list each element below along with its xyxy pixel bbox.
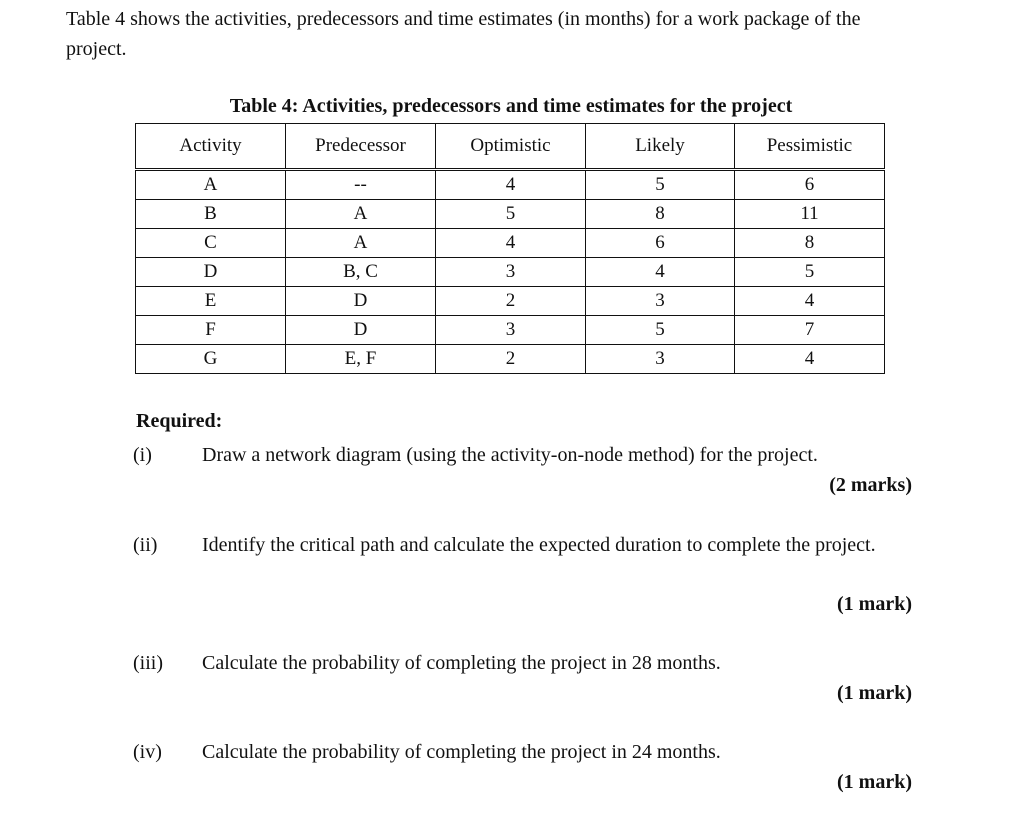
- question-1-marks: (2 marks): [829, 474, 912, 496]
- cell-pessimistic: 4: [735, 287, 885, 316]
- cell-likely: 5: [586, 170, 735, 200]
- cell-likely: 3: [586, 287, 735, 316]
- table-row: [136, 170, 885, 200]
- question-4-marks: (1 mark): [837, 771, 912, 793]
- table-row: [136, 345, 885, 374]
- time-estimates-table: [135, 123, 885, 374]
- cell-likely: 5: [586, 316, 735, 345]
- cell-optimistic: 2: [436, 345, 586, 374]
- table-row: [136, 258, 885, 287]
- question-2-marks: (1 mark): [837, 593, 912, 615]
- cell-pessimistic: 8: [735, 229, 885, 258]
- cell-activity: G: [136, 345, 286, 374]
- cell-predecessor: E, F: [286, 345, 436, 374]
- header-optimistic: Optimistic: [436, 124, 586, 170]
- question-2-number: (ii): [133, 534, 158, 556]
- cell-predecessor: A: [286, 229, 436, 258]
- cell-likely: 4: [586, 258, 735, 287]
- question-1-number: (i): [133, 444, 152, 466]
- cell-optimistic: 5: [436, 200, 586, 229]
- cell-predecessor: B, C: [286, 258, 436, 287]
- cell-optimistic: 3: [436, 258, 586, 287]
- cell-activity: C: [136, 229, 286, 258]
- question-4-number: (iv): [133, 741, 162, 763]
- cell-activity: E: [136, 287, 286, 316]
- cell-likely: 6: [586, 229, 735, 258]
- question-3-marks: (1 mark): [837, 682, 912, 704]
- cell-activity: A: [136, 170, 286, 200]
- question-1-text: Draw a network diagram (using the activity-on-node method) for the project.: [202, 444, 818, 466]
- required-heading: Required:: [136, 410, 223, 432]
- cell-predecessor: --: [286, 170, 436, 200]
- cell-predecessor: A: [286, 200, 436, 229]
- cell-activity: B: [136, 200, 286, 229]
- table-row: [136, 200, 885, 229]
- cell-likely: 3: [586, 345, 735, 374]
- header-likely: Likely: [586, 124, 735, 170]
- cell-optimistic: 2: [436, 287, 586, 316]
- table-caption: Table 4: Activities, predecessors and time estimates for the project: [229, 95, 793, 117]
- cell-pessimistic: 4: [735, 345, 885, 374]
- cell-optimistic: 3: [436, 316, 586, 345]
- cell-pessimistic: 5: [735, 258, 885, 287]
- cell-optimistic: 4: [436, 170, 586, 200]
- cell-optimistic: 4: [436, 229, 586, 258]
- table-header-row: [136, 124, 885, 170]
- cell-pessimistic: 11: [735, 200, 885, 229]
- cell-activity: D: [136, 258, 286, 287]
- table-row: [136, 316, 885, 345]
- cell-activity: F: [136, 316, 286, 345]
- cell-predecessor: D: [286, 316, 436, 345]
- question-3-text: Calculate the probability of completing the project in 28 months.: [202, 652, 721, 674]
- cell-pessimistic: 7: [735, 316, 885, 345]
- question-3-number: (iii): [133, 652, 163, 674]
- cell-likely: 8: [586, 200, 735, 229]
- intro-paragraph: Table 4 shows the activities, predecessors and time estimates (in months) for a work package of the project.: [66, 8, 861, 60]
- header-pessimistic: Pessimistic: [735, 124, 885, 170]
- table-row: [136, 287, 885, 316]
- table-row: [136, 229, 885, 258]
- cell-pessimistic: 6: [735, 170, 885, 200]
- question-2-text: Identify the critical path and calculate the expected duration to complete the project.: [202, 534, 876, 556]
- question-4-text: Calculate the probability of completing the project in 24 months.: [202, 741, 721, 763]
- header-predecessor: Predecessor: [286, 124, 436, 170]
- header-activity: Activity: [136, 124, 286, 170]
- cell-predecessor: D: [286, 287, 436, 316]
